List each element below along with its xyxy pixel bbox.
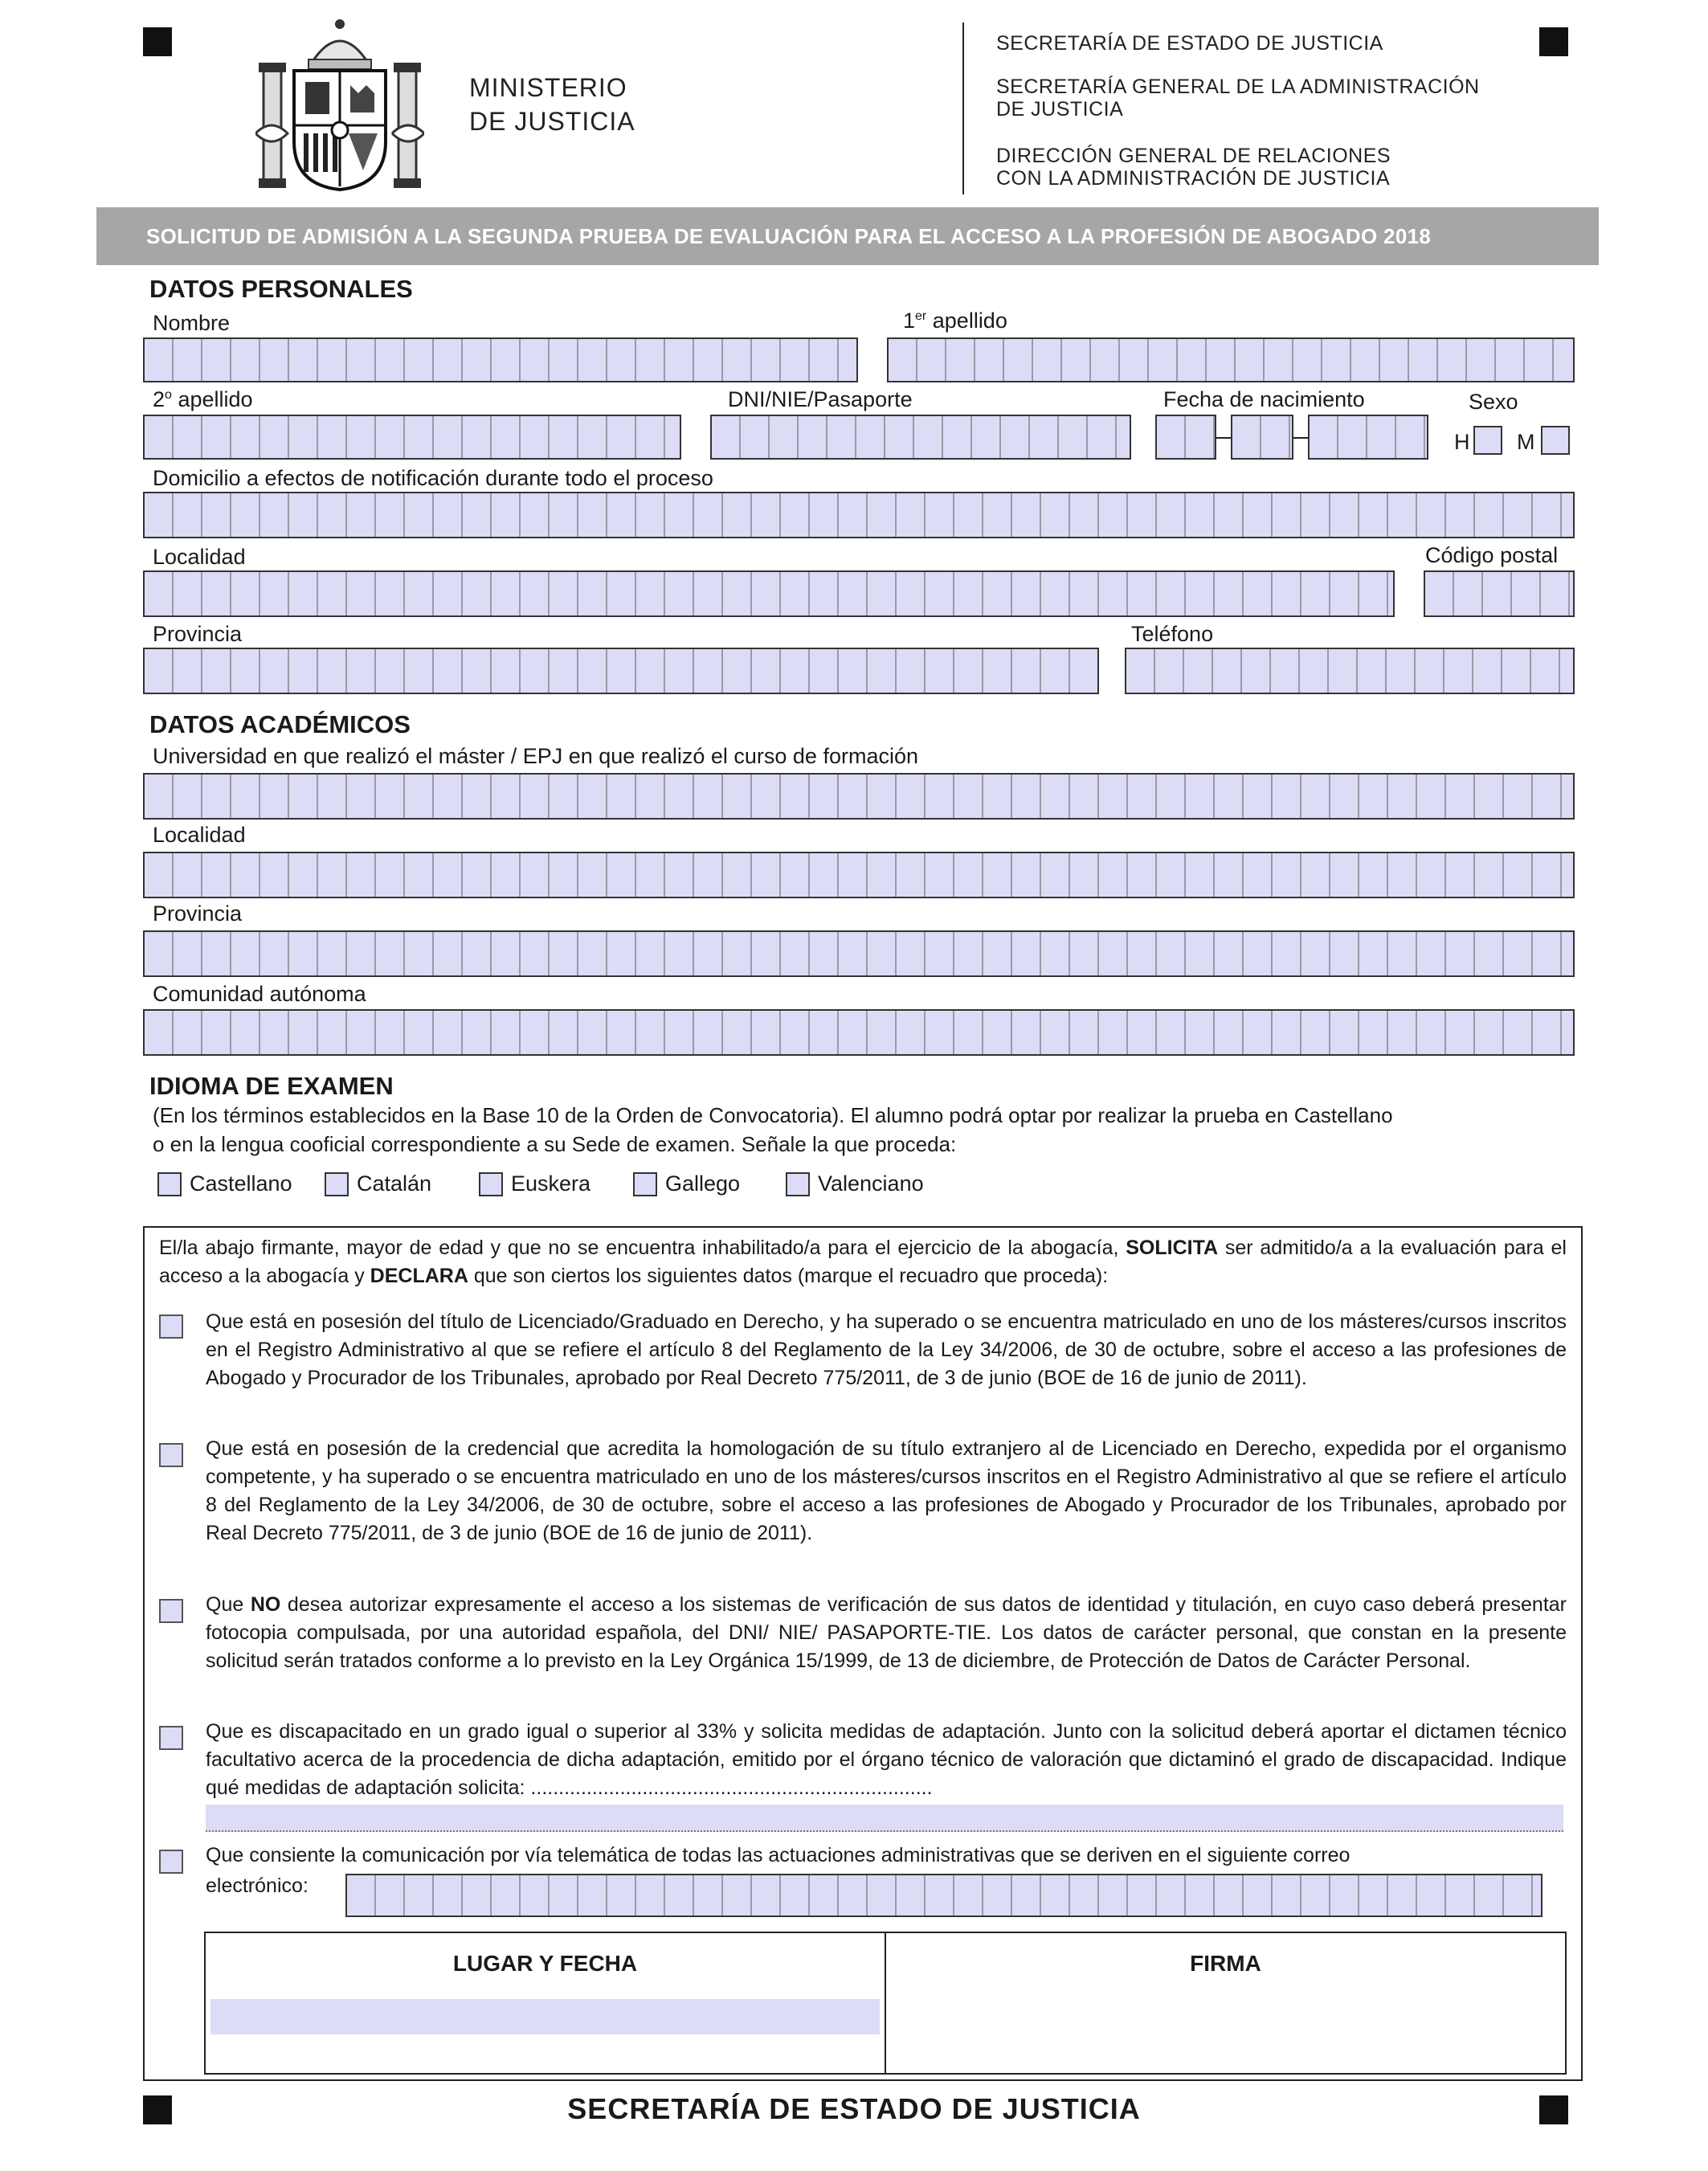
provincia-field[interactable] [143, 648, 1099, 694]
declaration-intro-declara: DECLARA [370, 1265, 468, 1287]
fecha-dia-field[interactable] [1155, 415, 1216, 460]
declaration-option1-checkbox[interactable] [159, 1314, 183, 1339]
academic-localidad-label: Localidad [153, 823, 246, 847]
language-label-catalan: Catalán [357, 1171, 432, 1196]
declaration-option1-text: Que está en posesión del título de Licenciado/Graduado en Derecho, y ha superado o se encuentra matriculado en uno de los másteres/cursos inscritos en el Registro Administrativo al que se refiere el artículo 8 del Reglamento de la Ley 34/2006, de 30 de octubre, sobre el acceso a las profesiones de Abogado y Procurador de los Tribunales, aprobado por Real Decreto 775/2011, de 3 de junio (BOE de 16 de junio de 2011). [206, 1310, 1567, 1389]
fecha-nacimiento-label: Fecha de nacimiento [1163, 387, 1365, 411]
language-option-gallego[interactable] [633, 1171, 740, 1196]
language-option-castellano[interactable] [157, 1171, 292, 1196]
ministry-line2: DE JUSTICIA [469, 107, 635, 136]
domicilio-label: Domicilio a efectos de notificación durante todo el proceso [153, 466, 713, 490]
telefono-label: Teléfono [1131, 622, 1214, 646]
declaration-intro-text-a: El/la abajo firmante, mayor de edad y que no se encuentra inhabilitado/a para el ejercicio de la abogacía, [159, 1237, 1126, 1259]
domicilio-field[interactable] [143, 492, 1575, 538]
apellido1-text: apellido [926, 309, 1007, 333]
codigo-postal-field[interactable] [1424, 570, 1575, 617]
academic-data-heading: DATOS ACADÉMICOS [149, 710, 411, 738]
declaration-option5-text: Que consiente la comunicación por vía telemática de todas las actuaciones administrativas que se deriven en el siguiente correo [206, 1844, 1350, 1866]
sexo-label: Sexo [1469, 390, 1518, 414]
secretariat-3: DIRECCIÓN GENERAL DE RELACIONES CON LA ADMINISTRACIÓN DE JUSTICIA [996, 145, 1391, 190]
language-label-gallego: Gallego [665, 1171, 741, 1196]
corner-mark-top-right [1539, 27, 1568, 56]
universidad-field[interactable] [143, 773, 1575, 820]
ministry-name [469, 71, 635, 138]
coat-of-arms-icon [255, 13, 424, 193]
form-title: SOLICITUD DE ADMISIÓN A LA SEGUNDA PRUEBA DE EVALUACIÓN PARA EL ACCESO A LA PROFESIÓN DE ABOGADO 2018 [96, 207, 1599, 265]
dni-field[interactable] [710, 415, 1131, 460]
checkbox-valenciano[interactable] [786, 1172, 810, 1196]
apellido2-ordinal: o [165, 388, 172, 402]
sexo-h-label: H [1454, 430, 1470, 454]
date-separator [1216, 437, 1231, 439]
firma-heading: FIRMA [1190, 1951, 1261, 1976]
checkbox-catalan[interactable] [325, 1172, 349, 1196]
nombre-field[interactable] [143, 337, 858, 382]
language-label-castellano: Castellano [190, 1171, 292, 1196]
sexo-m-checkbox[interactable] [1541, 426, 1570, 455]
date-separator [1293, 437, 1308, 439]
language-option-valenciano[interactable] [786, 1171, 924, 1196]
language-option-catalan[interactable] [325, 1171, 431, 1196]
checkbox-euskera[interactable] [479, 1172, 503, 1196]
option3-no: NO [250, 1593, 281, 1616]
language-label-euskera: Euskera [511, 1171, 591, 1196]
declaration-option3-text [206, 1591, 1567, 1675]
option3-text-c: desea autorizar expresamente el acceso a los sistemas de verificación de sus datos de identidad y titulación, en cuyo caso deberá presentar fotocopia compulsada, por una autoridad española, del DNI/ NIE/ PASAPORTE-TIE. Los datos de carácter personal, que constan en la presente solicitud serán tratados conforme a lo previsto en la Ley Orgánica 15/1999, de 13 de diciembre, de Protección de Datos de Carácter Personal. [206, 1593, 1567, 1672]
header-divider [962, 22, 964, 194]
firma-cell[interactable] [886, 1933, 1565, 2073]
declaration-option4-checkbox[interactable] [159, 1726, 183, 1750]
sexo-m-label: M [1517, 430, 1535, 454]
lugar-fecha-field[interactable] [210, 1999, 880, 2034]
lugar-fecha-heading: LUGAR Y FECHA [452, 1951, 638, 1976]
email-label: electrónico: [206, 1875, 309, 1897]
corner-mark-top-left [143, 27, 172, 56]
declaration-option3-checkbox[interactable] [159, 1599, 183, 1623]
comunidad-field[interactable] [143, 1009, 1575, 1056]
apellido1-number: 1 [903, 309, 916, 333]
declaration-intro-text-e: que son ciertos los siguientes datos (marque el recuadro que proceda): [468, 1265, 1109, 1287]
comunidad-label: Comunidad autónoma [153, 982, 366, 1006]
academic-provincia-field[interactable] [143, 930, 1575, 977]
apellido2-number: 2 [153, 387, 165, 411]
declaration-intro-solicita: SOLICITA [1126, 1237, 1219, 1259]
signature-table [204, 1932, 1567, 2075]
apellido2-field[interactable] [143, 415, 681, 460]
localidad-field[interactable] [143, 570, 1395, 617]
exam-language-note-line2: o en la lengua cooficial correspondiente a su Sede de examen. Señale la que proceda: [153, 1132, 957, 1156]
ministry-line1: MINISTERIO [469, 73, 627, 102]
declaration-option2-checkbox[interactable] [159, 1443, 183, 1467]
declaration-intro [159, 1234, 1567, 1290]
footer-secretariat: SECRETARÍA DE ESTADO DE JUSTICIA [567, 2092, 1141, 2125]
dni-label: DNI/NIE/Pasaporte [728, 387, 913, 411]
sexo-h-checkbox[interactable] [1473, 426, 1502, 455]
personal-data-heading: DATOS PERSONALES [149, 275, 413, 303]
academic-provincia-label: Provincia [153, 902, 243, 926]
language-label-valenciano: Valenciano [818, 1171, 924, 1196]
localidad-label: Localidad [153, 545, 246, 569]
lugar-fecha-cell [206, 1933, 886, 2073]
exam-language-heading: IDIOMA DE EXAMEN [149, 1072, 394, 1100]
exam-language-note [153, 1101, 1599, 1159]
option3-text-a: Que [206, 1593, 251, 1616]
checkbox-castellano[interactable] [157, 1172, 182, 1196]
apellido2-text: apellido [171, 387, 253, 411]
academic-localidad-field[interactable] [143, 852, 1575, 898]
fecha-mes-field[interactable] [1231, 415, 1293, 460]
universidad-label: Universidad en que realizó el máster / EPJ en que realizó el curso de formación [153, 744, 918, 768]
apellido2-label [153, 387, 253, 412]
declaration-option2-text: Que está en posesión de la credencial que acredita la homologación de su título extranjero al de Licenciado en Derecho, expedida por el organismo competente, y ha superado o se encuentra matriculado en uno de los másteres/cursos inscritos en el Registro Administrativo al que se refiere el artículo 8 del Reglamento de la Ley 34/2006, de 30 de octubre, sobre el acceso a las profesiones de Abogado y Procurador de los Tribunales, aprobado por Real Decreto 775/2011, de 3 de junio (BOE de 16 de junio de 2011). [206, 1437, 1567, 1544]
declaration-option5-checkbox[interactable] [159, 1850, 183, 1874]
exam-language-note-line1: (En los términos establecidos en la Base 10 de la Orden de Convocatoria). El alumno podrá optar por realizar la prueba en Castellano [153, 1103, 1393, 1127]
secretariat-1: SECRETARÍA DE ESTADO DE JUSTICIA [996, 32, 1383, 55]
apellido1-ordinal: er [915, 309, 927, 323]
adaptation-measures-field[interactable] [206, 1805, 1563, 1832]
fecha-anio-field[interactable] [1308, 415, 1428, 460]
email-field[interactable] [345, 1874, 1543, 1917]
nombre-label: Nombre [153, 311, 231, 335]
apellido1-label [903, 309, 1007, 333]
declaration-option4-text: Que es discapacitado en un grado igual o superior al 33% y solicita medidas de adaptación. Junto con la solicitud deberá aportar el dictamen técnico facultativo acerca de la procedencia de dicha adaptación, emitido por el órgano técnico de valoración que dictaminó el grado de discapacidad. Indique qué medidas de adaptación solicita: ........................................................................ [206, 1720, 1567, 1799]
secretariat-2: SECRETARÍA GENERAL DE LA ADMINISTRACIÓN DE JUSTICIA [996, 76, 1480, 121]
language-option-euskera[interactable] [479, 1171, 590, 1196]
provincia-label: Provincia [153, 622, 243, 646]
declaration-intro-text-c: ser admitido/a a la evaluación para el acceso a la abogacía y [159, 1237, 1567, 1287]
apellido1-field[interactable] [887, 337, 1575, 382]
checkbox-gallego[interactable] [633, 1172, 657, 1196]
telefono-field[interactable] [1125, 648, 1575, 694]
codigo-postal-label: Código postal [1425, 543, 1559, 567]
